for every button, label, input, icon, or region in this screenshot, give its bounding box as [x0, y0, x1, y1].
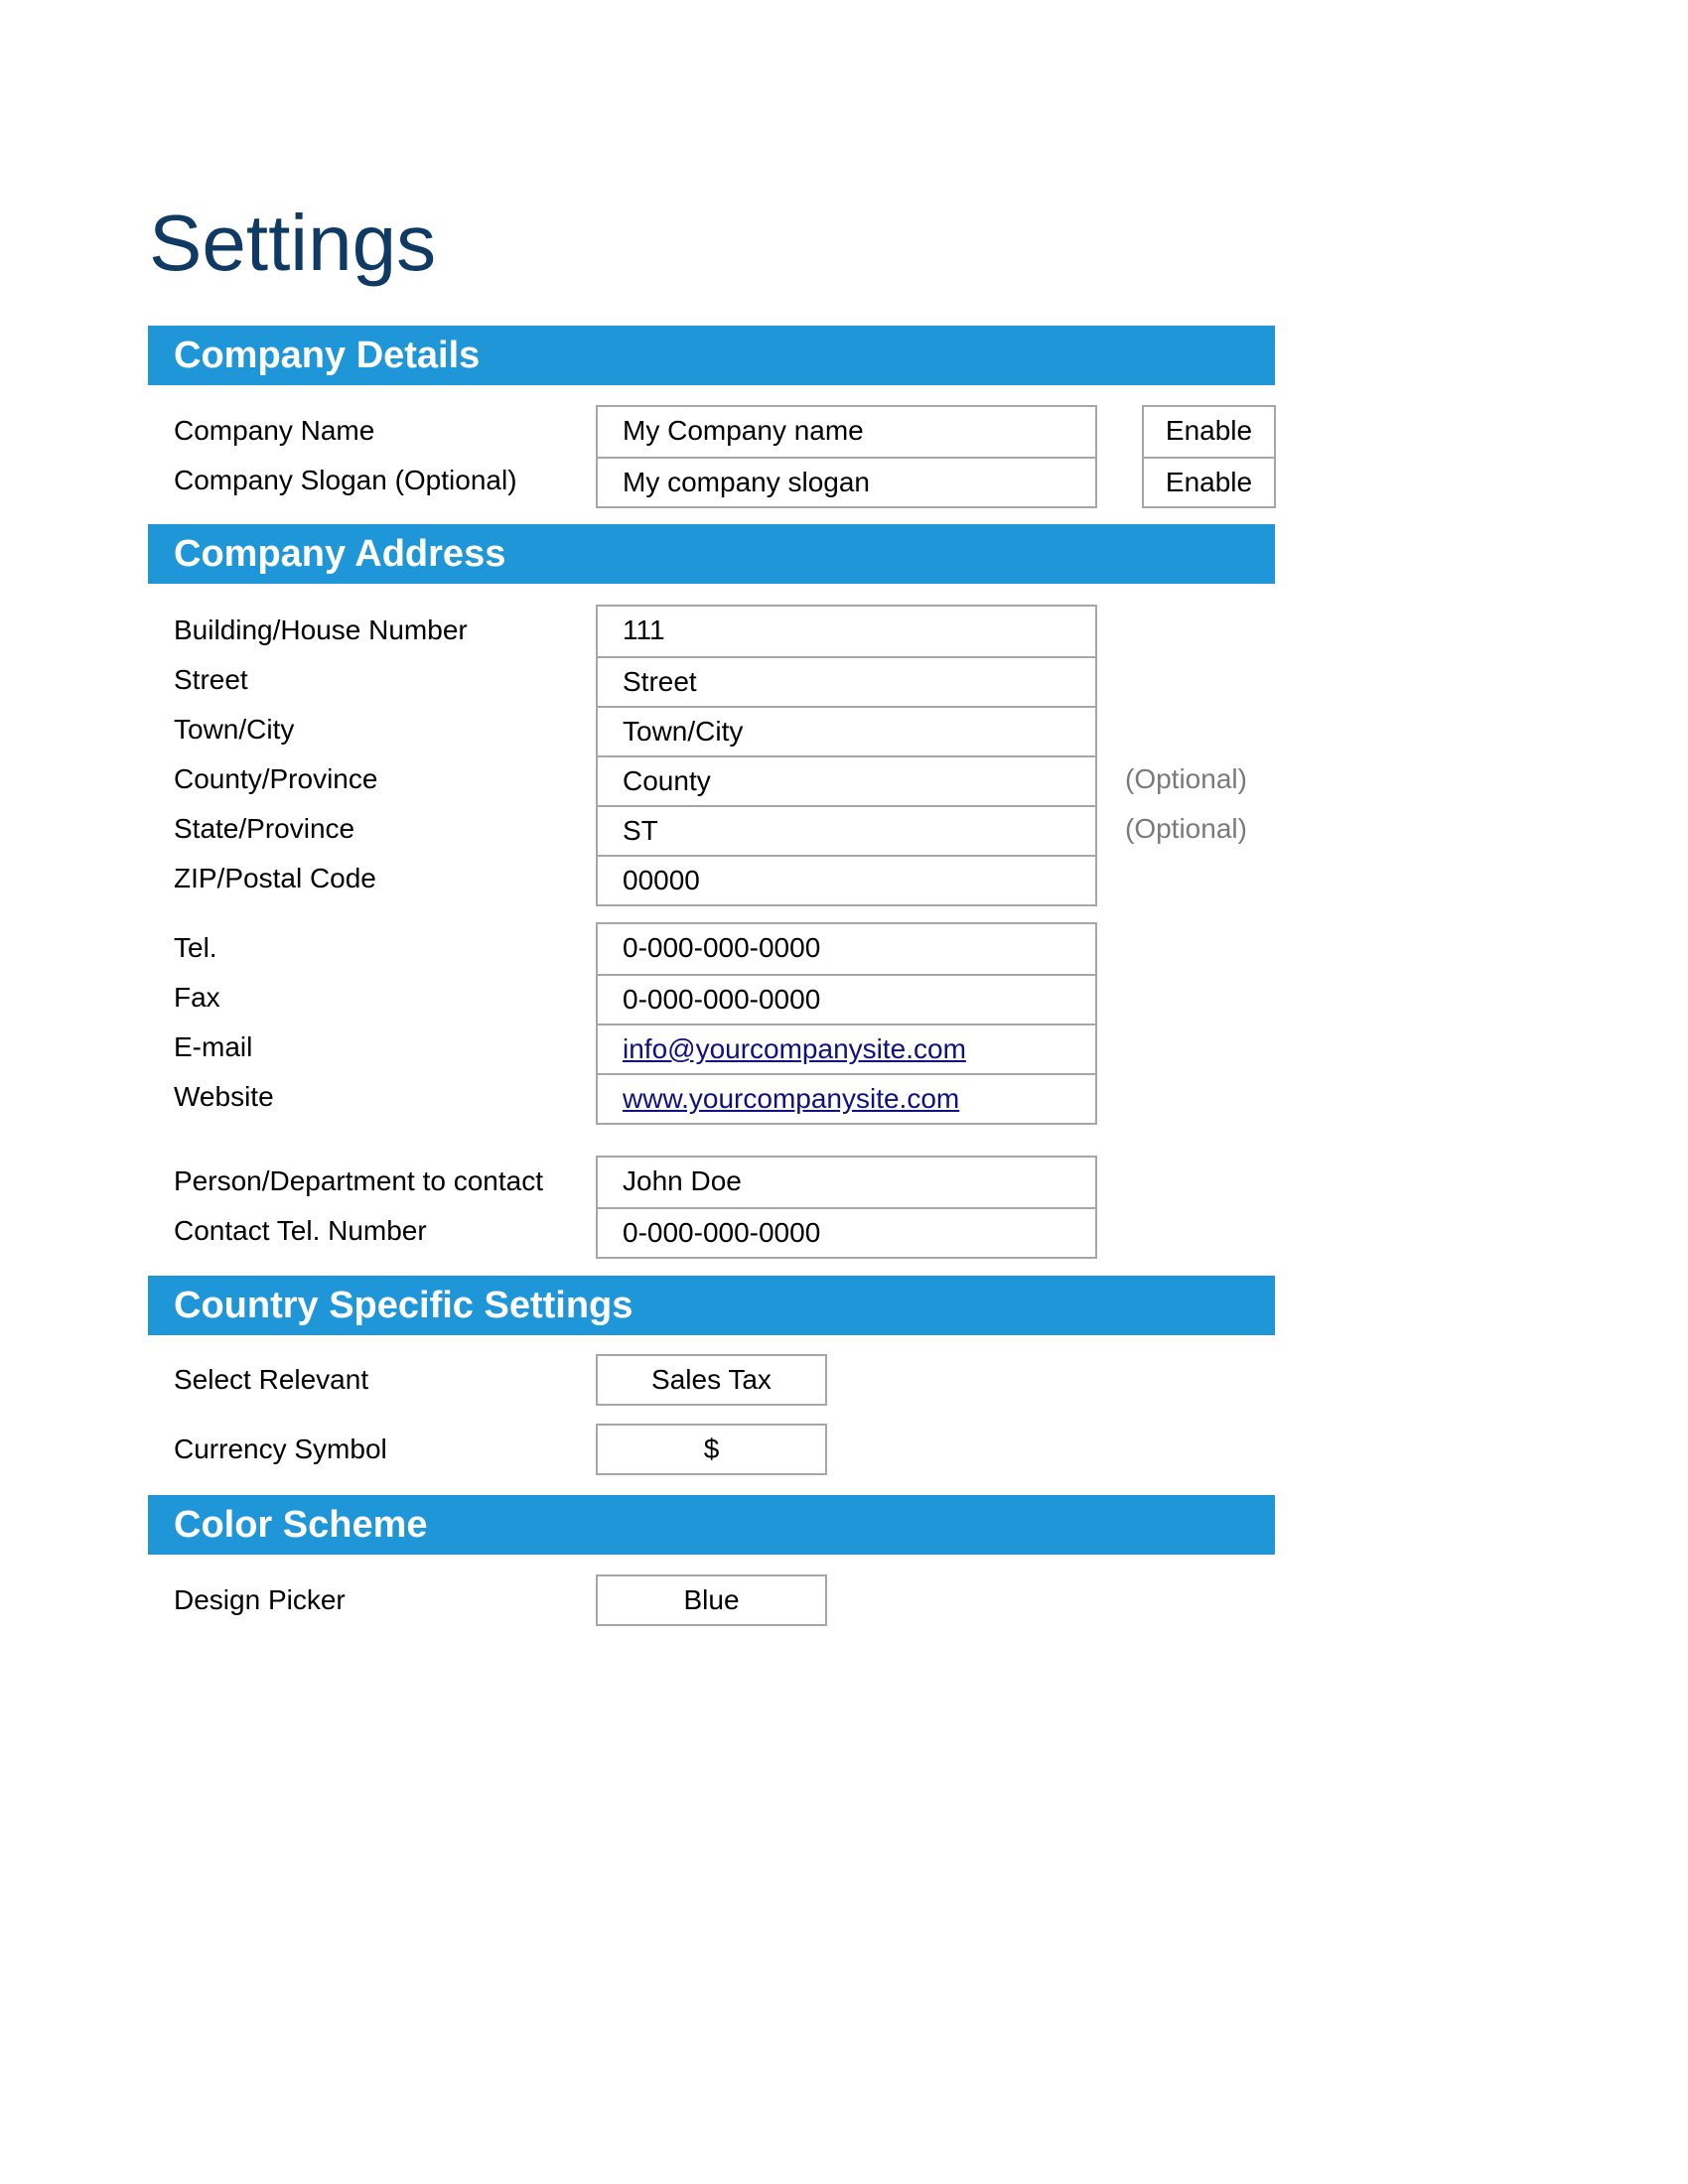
design-picker-label: Design Picker	[174, 1584, 346, 1615]
zip-postal-code-label: ZIP/Postal Code	[174, 863, 376, 893]
website-link[interactable]: www.yourcompanysite.com	[598, 1073, 1095, 1123]
email-link[interactable]: info@yourcompanysite.com	[598, 1024, 1095, 1073]
section-header-company-details: Company Details	[148, 326, 1275, 385]
tel-label: Tel.	[174, 932, 217, 963]
zip-postal-code-field[interactable]: 00000	[598, 855, 1095, 904]
contact-tel-label: Contact Tel. Number	[174, 1215, 427, 1246]
contact-tel-field[interactable]: 0-000-000-0000	[598, 1207, 1095, 1257]
website-label: Website	[174, 1081, 274, 1112]
county-optional-note: (Optional)	[1125, 763, 1247, 794]
currency-symbol-label: Currency Symbol	[174, 1433, 387, 1464]
section-header-company-address: Company Address	[148, 524, 1275, 584]
town-city-field[interactable]: Town/City	[598, 706, 1095, 755]
building-number-label: Building/House Number	[174, 614, 468, 645]
contact-person-field[interactable]: John Doe	[623, 1165, 742, 1196]
state-field[interactable]: ST	[598, 805, 1095, 855]
currency-symbol-select[interactable]: $	[596, 1424, 827, 1475]
select-relevant-label: Select Relevant	[174, 1364, 369, 1395]
enable-buttons	[1142, 405, 1276, 508]
contact-person-label: Person/Department to contact	[174, 1165, 543, 1196]
fax-field[interactable]: 0-000-000-0000	[598, 974, 1095, 1024]
company-slogan-label: Company Slogan (Optional)	[174, 465, 517, 495]
section-header-country-settings: Country Specific Settings	[148, 1276, 1275, 1335]
town-city-label: Town/City	[174, 714, 295, 745]
section-header-color-scheme: Color Scheme	[148, 1495, 1275, 1555]
county-province-label: County/Province	[174, 763, 378, 794]
email-label: E-mail	[174, 1031, 253, 1062]
company-name-label: Company Name	[174, 415, 375, 446]
address-fields	[596, 605, 1097, 906]
contact-person-fields	[596, 1156, 1097, 1259]
state-optional-note: (Optional)	[1125, 813, 1247, 844]
page-title: Settings	[149, 199, 437, 287]
building-number-field[interactable]: 111	[623, 614, 665, 645]
tel-field[interactable]: 0-000-000-0000	[623, 932, 821, 963]
street-label: Street	[174, 664, 248, 695]
fax-label: Fax	[174, 982, 220, 1013]
design-picker-select[interactable]: Blue	[596, 1574, 827, 1626]
contact-fields	[596, 922, 1097, 1125]
enable-company-slogan-button[interactable]: Enable	[1144, 457, 1274, 506]
company-details-fields	[596, 405, 1097, 508]
sales-tax-select[interactable]: Sales Tax	[596, 1354, 827, 1406]
company-slogan-field[interactable]: My company slogan	[598, 457, 1095, 506]
enable-company-name-button[interactable]: Enable	[1165, 415, 1253, 446]
state-province-label: State/Province	[174, 813, 355, 844]
company-name-field[interactable]: My Company name	[623, 415, 864, 446]
county-field[interactable]: County	[598, 755, 1095, 805]
street-field[interactable]: Street	[598, 656, 1095, 706]
